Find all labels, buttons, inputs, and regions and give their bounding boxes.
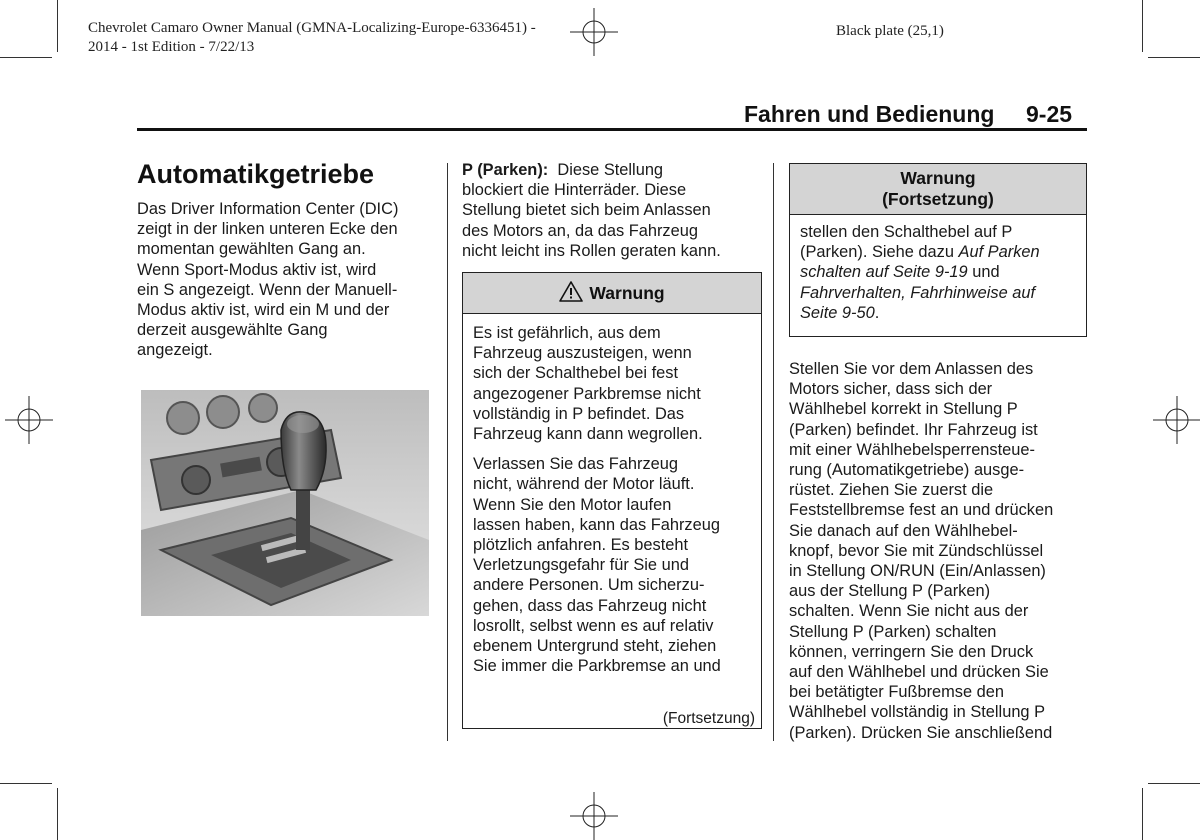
warning-paragraph-2: Verlassen Sie das Fahrzeug nicht, während der Motor läuft. Wenn Sie den Motor laufen lassen haben, kann das Fahrzeug plötzlich anfahren. Es besteht Verletzungsgefahr für Sie und andere Personen. Um sicherzu- gehen, dass das Fahrzeug nicht losrollt, selbst wenn es auf relativ ebenem Untergrund steht, ziehen Sie immer die Parkbremse an und <box>473 455 721 676</box>
manual-meta-line1: Chevrolet Camaro Owner Manual (GMNA-Localizing-Europe-6336451) - <box>88 20 536 36</box>
registration-mark-top <box>570 8 620 58</box>
warning-box <box>462 272 762 729</box>
registration-mark-bottom <box>570 792 620 840</box>
warning-paragraph-1: Es ist gefährlich, aus dem Fahrzeug auszusteigen, wenn sich der Schalthebel bei fest angezogener Parkbremse nicht vollständig in P befindet. Das Fahrzeug kann dann wegrollen. <box>473 324 703 444</box>
page-number: 9-25 <box>1026 101 1073 127</box>
column-divider-1 <box>447 163 448 741</box>
warning-continued-text: stellen den Schalthebel auf P (Parken). Siehe dazu Auf Parken schalten auf Seite 9-19 und Fahrverhalten, Fahrhinweise auf Seite 9-50. <box>800 223 1040 322</box>
xref-fahrverhalten: Fahrverhalten, Fahrhinweise auf <box>800 283 1036 302</box>
registration-mark-left <box>5 396 55 446</box>
warning-header <box>463 273 761 314</box>
column-divider-2 <box>773 163 774 741</box>
park-description: P (Parken): Diese Stellung blockiert die Hinterräder. Diese Stellung bietet sich beim Anlassen des Motors an, da das Fahrzeug nicht leicht ins Rollen geraten kann. <box>462 161 721 260</box>
warning-title: Warnung <box>589 283 665 303</box>
running-header-title: Fahren und Bedienung <box>744 101 995 127</box>
park-label: P (Parken): <box>462 161 549 179</box>
header-rule <box>137 128 1087 131</box>
continued-note: (Fortsetzung) <box>662 710 755 727</box>
warning-text <box>463 314 761 676</box>
gear-shifter-image <box>141 390 429 616</box>
warning-continued-title: Warnung <box>900 168 976 188</box>
black-plate-label: Black plate (25,1) <box>836 23 944 39</box>
warning-continued-subtitle: (Fortsetzung) <box>882 189 994 209</box>
warning-triangle-icon <box>559 276 583 316</box>
warning-continued-header <box>790 164 1086 215</box>
manual-meta-line2: 2014 - 1st Edition - 7/22/13 <box>88 39 255 55</box>
warning-continued-box <box>789 163 1087 337</box>
shift-lock-paragraph: Stellen Sie vor dem Anlassen des Motors sicher, dass sich der Wählhebel korrekt in Stellung P (Parken) befindet. Ihr Fahrzeug ist mit einer Wählhebelsperrensteue- rung (Automatikgetriebe) ausge- rüstet. Ziehen Sie zuerst die Feststellbremse fest an und drücken Sie danach auf den Wählhebel- knopf, bevor Sie mit Zündschlüssel in Stellung ON/RUN (Ein/Anlassen) aus der Stellung P (Parken) schalten. Wenn Sie nicht aus der Stellung P (Parken) schalten können, verringern Sie den Druck auf den Wählhebel und drücken Sie bei betätigter Fußbremse den Wählhebel vollständig in Stellung P (Parken). Drücken Sie anschließend <box>789 360 1054 742</box>
section-heading: Automatikgetriebe <box>137 159 375 189</box>
registration-mark-right <box>1153 396 1200 446</box>
xref-auf-parken: Auf Parken <box>958 243 1040 262</box>
intro-paragraph: Das Driver Information Center (DIC) zeigt in der linken unteren Ecke den momentan gewählten Gang an. Wenn Sport-Modus aktiv ist, wird ein S angezeigt. Wenn der Manuell- Modus aktiv ist, wird ein M und der derzeit ausgewählte Gang angezeigt. <box>137 200 399 360</box>
